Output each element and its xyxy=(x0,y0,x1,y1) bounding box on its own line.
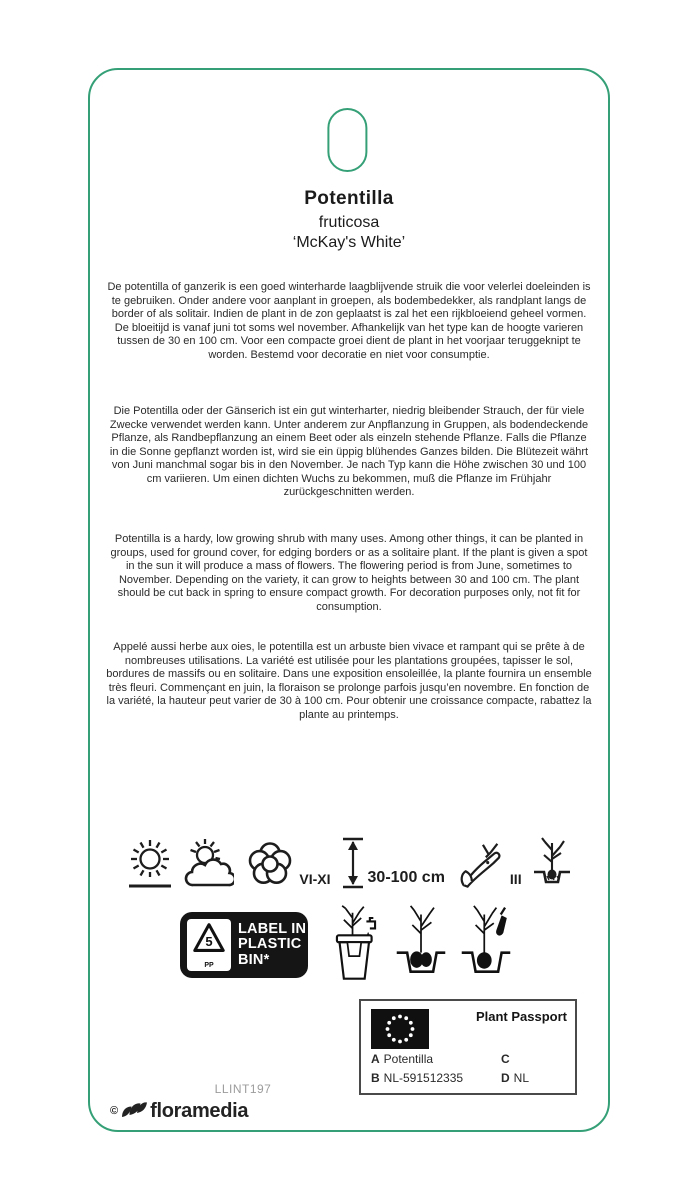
pot-with-tap-icon xyxy=(330,900,382,988)
passport-b-label: B xyxy=(371,1071,380,1085)
height-group xyxy=(342,836,445,890)
pruning-month-label: III xyxy=(509,871,522,887)
passport-fields xyxy=(371,1047,567,1085)
plastic-bin-line2: PLASTIC xyxy=(238,936,302,953)
recycling-code-box xyxy=(187,919,231,971)
young-plant-icon xyxy=(533,836,571,890)
passport-row-a xyxy=(371,1052,567,1066)
print-code: LLINT197 xyxy=(214,1082,272,1096)
recycling-code: 5 xyxy=(205,934,213,949)
recycling-material: PP xyxy=(204,962,214,969)
cultivar-name: ‘McKay's White’ xyxy=(292,234,406,251)
eu-flag-icon xyxy=(371,1009,429,1049)
genus-title: Potentilla xyxy=(304,188,394,209)
description-dutch: De potentilla of ganzerik is een goed winterharde laagblijvende struik die voor velerlei doeleinden is te gebruiken. Onder andere voor aanplant in groepen, als bodembedekker, als randplant langs de border of als solitair. Indien de plant in de zon geplaatst is zal het een rijkbloeiend geheel vormen. De bloeitijd is vanaf juni tot soms wel november. Afhankelijk van het type kan de hoogte varieren tussen de 30 en 100 cm. Voor een compacte groei dient de plant in het voorjaar teruggeknipt te worden. Bestemd voor decoratie en niet voor consumptie. xyxy=(107,281,591,361)
species-name: fruticosa xyxy=(318,214,380,231)
planting-instructions-row xyxy=(330,900,512,988)
floramedia-logo xyxy=(110,1100,248,1123)
brand-name: floramedia xyxy=(150,1100,249,1122)
label-in-plastic-bin-badge xyxy=(180,912,308,978)
floramedia-leaves-icon xyxy=(121,1100,147,1123)
plastic-bin-text xyxy=(238,922,306,969)
full-sun-icon xyxy=(127,836,173,890)
description-english: Potentilla is a hardy, low growing shrub with many uses. Among other things, it can be planted in groups, used for ground cover, for edging borders or as a solitaire plant. If the plant is given a spot in the sun it will produce a mass of flowers. The flowering period is from June, sometimes to November. Depending on the variety, it can grow to heights between 30 and 100 cm. The plant should be cut back in spring to ensure compact growth. For decoration purposes only, not fit for consumption. xyxy=(110,533,588,613)
plant-label-card xyxy=(88,68,610,1132)
passport-a-label: A xyxy=(371,1052,380,1066)
passport-c-label: C xyxy=(501,1052,510,1066)
trowel-planting-icon xyxy=(460,900,512,988)
care-icons-row xyxy=(90,832,608,890)
partial-shade-icon xyxy=(184,836,234,890)
pruning-shears-icon xyxy=(456,840,506,890)
height-label: 30-100 cm xyxy=(367,869,445,886)
height-range-icon xyxy=(342,836,364,890)
description-french: Appelé aussi herbe aux oies, le potentilla est un arbuste bien vivace et rampant qui se prête à de nombreuses utilisations. La variété est utilisée pour les plantations groupées, tapisser le sol, bordures de massifs ou en solitaire. Dans une exposition ensoleillée, la plante fournira un ensemble très fleuri. Commençant en juin, la floraison se prolonge parfois jusqu’en novembre. En fonction de la variété, la hauteur peut varier de 30 à 100 cm. Pour obtenir une croissance compacte, rabattez la plante au printemps. xyxy=(106,641,592,721)
rootball-planting-icon xyxy=(395,900,447,988)
copyright-symbol: © xyxy=(110,1105,119,1117)
passport-b-value: NL-591512335 xyxy=(383,1071,464,1085)
plastic-bin-line1: LABEL IN xyxy=(238,920,307,937)
flower-icon xyxy=(245,838,295,890)
pruning-group xyxy=(456,840,522,890)
flowering-period-group xyxy=(245,838,330,890)
title-block xyxy=(90,188,608,252)
description-german: Die Potentilla oder der Gänserich ist ein gut winterharter, niedrig bleibender Strauch, der für viele Zwecke verwendet werden kann. Unter anderem zur Anpflanzung in Gruppen, als bodendeckende Pflanze, als Randbepflanzung an einem Beet oder als einzeln stehende Pflanze. Falls die Pflanze in die Sonne gepflanzt worden ist, wird sie ein üppig blühendes Ganzes bilden. Die Blütezeit währt von Juni manchmal sogar bis in den November. Je nach Typ kann die Höhe zwischen 30 und 100 cm variieren. Um einen dichten Wuchs zu bekommen, muß die Pflanze im Frühjahr zurückgeschnitten werden. xyxy=(109,405,589,498)
passport-title: Plant Passport xyxy=(475,1009,567,1024)
passport-a-value: Potentilla xyxy=(383,1052,434,1066)
passport-d-value: NL xyxy=(513,1071,530,1085)
flowering-period-label: VI-XI xyxy=(299,871,331,887)
hanger-hole xyxy=(327,108,367,172)
passport-d-label: D xyxy=(501,1071,510,1085)
plant-passport-box xyxy=(359,999,577,1095)
passport-row-b xyxy=(371,1071,567,1085)
plastic-bin-line3: BIN* xyxy=(238,951,270,968)
